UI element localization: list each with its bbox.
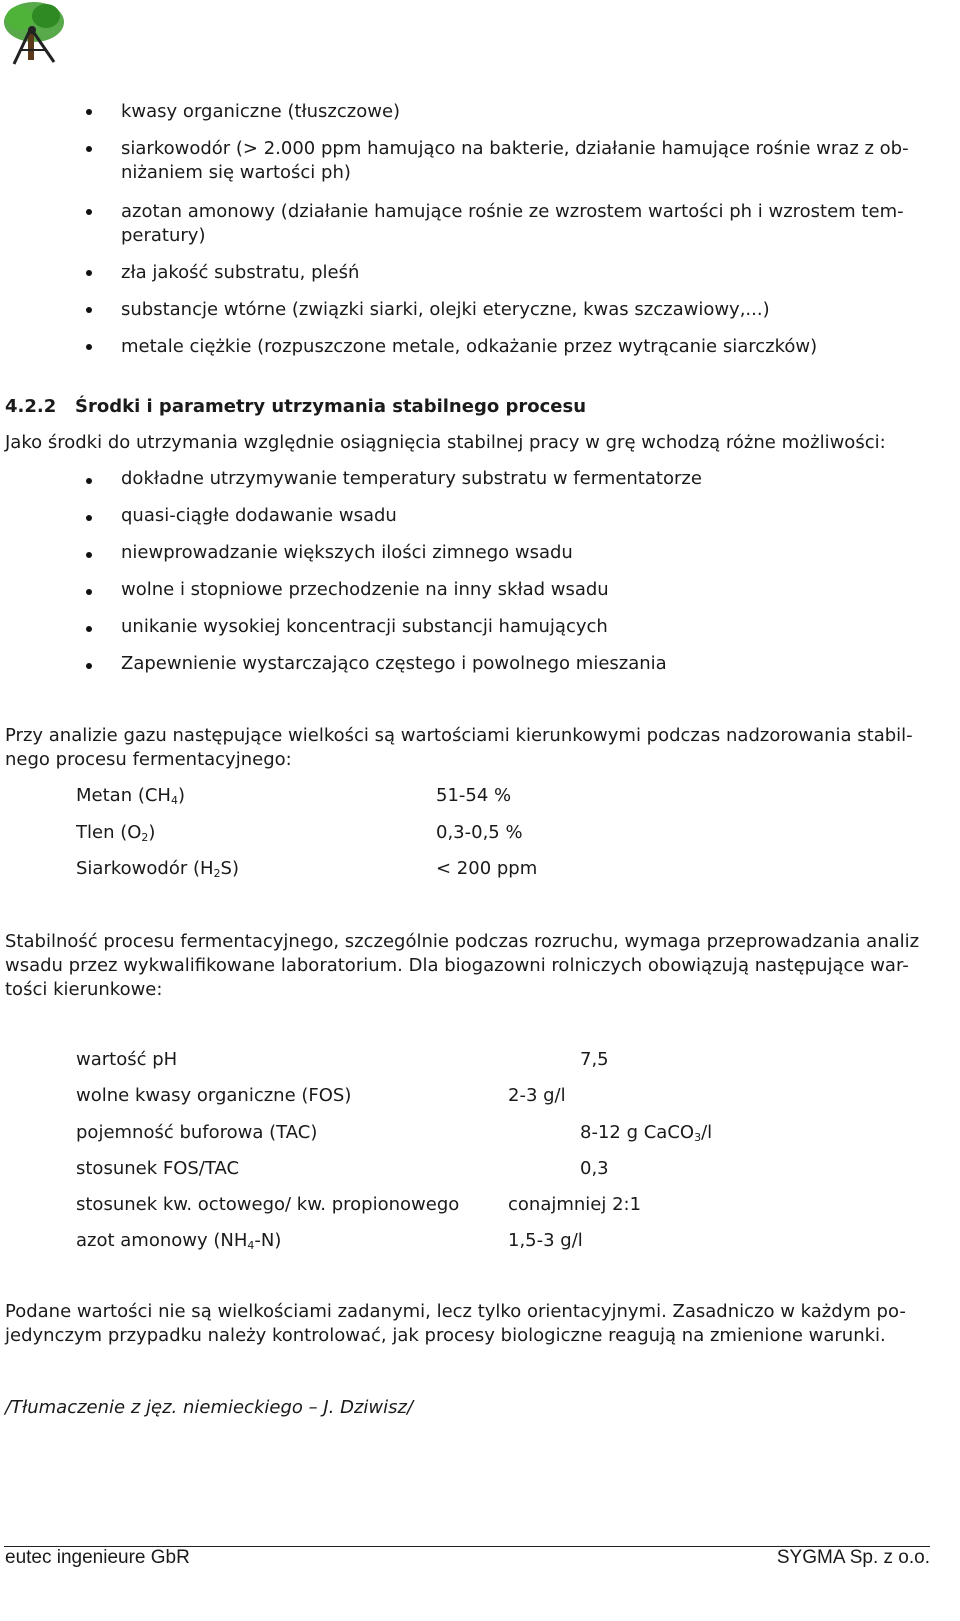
list-item: siarkowodór (> 2.000 ppm hamująco na bakterie, działanie hamujące rośnie wraz z ob- — [121, 138, 909, 159]
gas-value: < 200 ppm — [436, 858, 538, 879]
gas-paragraph-line: Przy analizie gazu następujące wielkości są wartościami kierunkowymi podczas nadzorowania stabil- — [5, 725, 913, 746]
param-label: wolne kwasy organiczne (FOS) — [76, 1085, 352, 1106]
param-label: azot amonowy $(NH_4-N)$ — [76, 1230, 282, 1252]
translation-note: /Tłumaczenie z jęz. niemieckiego – J. Dziwisz/ — [5, 1397, 414, 1418]
gas-paragraph-line: nego procesu fermentacyjnego: — [5, 749, 292, 770]
bullet-icon — [86, 344, 92, 350]
stability-paragraph-line: tości kierunkowe: — [5, 979, 163, 1000]
list-item-continuation: peratury) — [121, 225, 206, 246]
bullet-icon — [86, 626, 92, 632]
list-item: kwasy organiczne (tłuszczowe) — [121, 101, 401, 122]
list-item-continuation: niżaniem się wartości ph) — [121, 162, 351, 183]
gas-value: 51-54 % — [436, 785, 512, 806]
param-value: 7,5 — [580, 1049, 609, 1070]
gas-label: Metan $(CH_4)$ — [76, 785, 185, 807]
bullet-icon — [86, 270, 92, 276]
param-value: 8-12 g CaCO$_3$/l — [580, 1122, 713, 1144]
list-item: dokładne utrzymywanie temperatury substratu w fermentatorze — [121, 468, 702, 489]
list-item: unikanie wysokiej koncentracji substancji hamujących — [121, 616, 608, 637]
intro-paragraph: Jako środki do utrzymania względnie osiągnięcia stabilnej pracy w grę wchodzą różne możliwości: — [5, 432, 886, 453]
bullet-icon — [86, 109, 92, 115]
bullet-icon — [86, 209, 92, 215]
param-value: conajmniej 2:1 — [508, 1194, 642, 1215]
list-item: metale ciężkie (rozpuszczone metale, odkażanie przez wytrącanie siarczków) — [121, 336, 818, 357]
list-item: quasi-ciągłe dodawanie wsadu — [121, 505, 397, 526]
list-item: wolne i stopniowe przechodzenie na inny skład wsadu — [121, 579, 609, 600]
bullet-icon — [86, 478, 92, 484]
section-number: 4.2.2 — [5, 396, 57, 417]
param-value: 2-3 g/l — [508, 1085, 566, 1106]
bullet-icon — [86, 589, 92, 595]
bullet-icon — [86, 515, 92, 521]
footer-left: eutec ingenieure GbR — [5, 1547, 190, 1568]
section-title: Środki i parametry utrzymania stabilnego procesu — [75, 396, 587, 417]
param-label: wartość pH — [76, 1049, 178, 1070]
list-item: substancje wtórne (związki siarki, olejki eteryczne, kwas szczawiowy,...) — [121, 299, 770, 320]
param-label: stosunek kw. octowego/ kw. propionowego — [76, 1194, 460, 1215]
param-value: 1,5-3 g/l — [508, 1230, 583, 1251]
bullet-icon — [86, 146, 92, 152]
bullet-icon — [86, 663, 92, 669]
list-item: niewprowadzanie większych ilości zimnego wsadu — [121, 542, 573, 563]
gas-label: Siarkowodór $(H_2S)$ — [76, 858, 239, 880]
bullet-icon — [86, 552, 92, 558]
param-label: stosunek FOS/TAC — [76, 1158, 240, 1179]
final-paragraph-line: Podane wartości nie są wielkościami zadanymi, lecz tylko orientacyjnymi. Zasadniczo w każdym po- — [5, 1301, 906, 1322]
list-item: azotan amonowy (działanie hamujące rośnie ze wzrostem wartości ph i wzrostem tem- — [121, 201, 904, 222]
stability-paragraph-line: wsadu przez wykwalifikowane laboratorium. Dla biogazowni rolniczych obowiązują następujące war- — [5, 955, 909, 976]
company-logo — [0, 0, 72, 72]
gas-label: Tlen $(O_2)$ — [76, 822, 156, 844]
gas-value: 0,3-0,5 % — [436, 822, 523, 843]
list-item: zła jakość substratu, pleśń — [121, 262, 360, 283]
footer-right: SYGMA Sp. z o.o. — [776, 1547, 930, 1568]
stability-paragraph-line: Stabilność procesu fermentacyjnego, szczególnie podczas rozruchu, wymaga przeprowadzania analiz — [5, 931, 920, 952]
list-item: Zapewnienie wystarczająco częstego i powolnego mieszania — [121, 653, 667, 674]
bullet-icon — [86, 307, 92, 313]
param-label: pojemność buforowa (TAC) — [76, 1122, 318, 1143]
param-value: 0,3 — [580, 1158, 609, 1179]
final-paragraph-line: jedynczym przypadku należy kontrolować, jak procesy biologiczne reagują na zmienione warunki. — [5, 1325, 886, 1346]
